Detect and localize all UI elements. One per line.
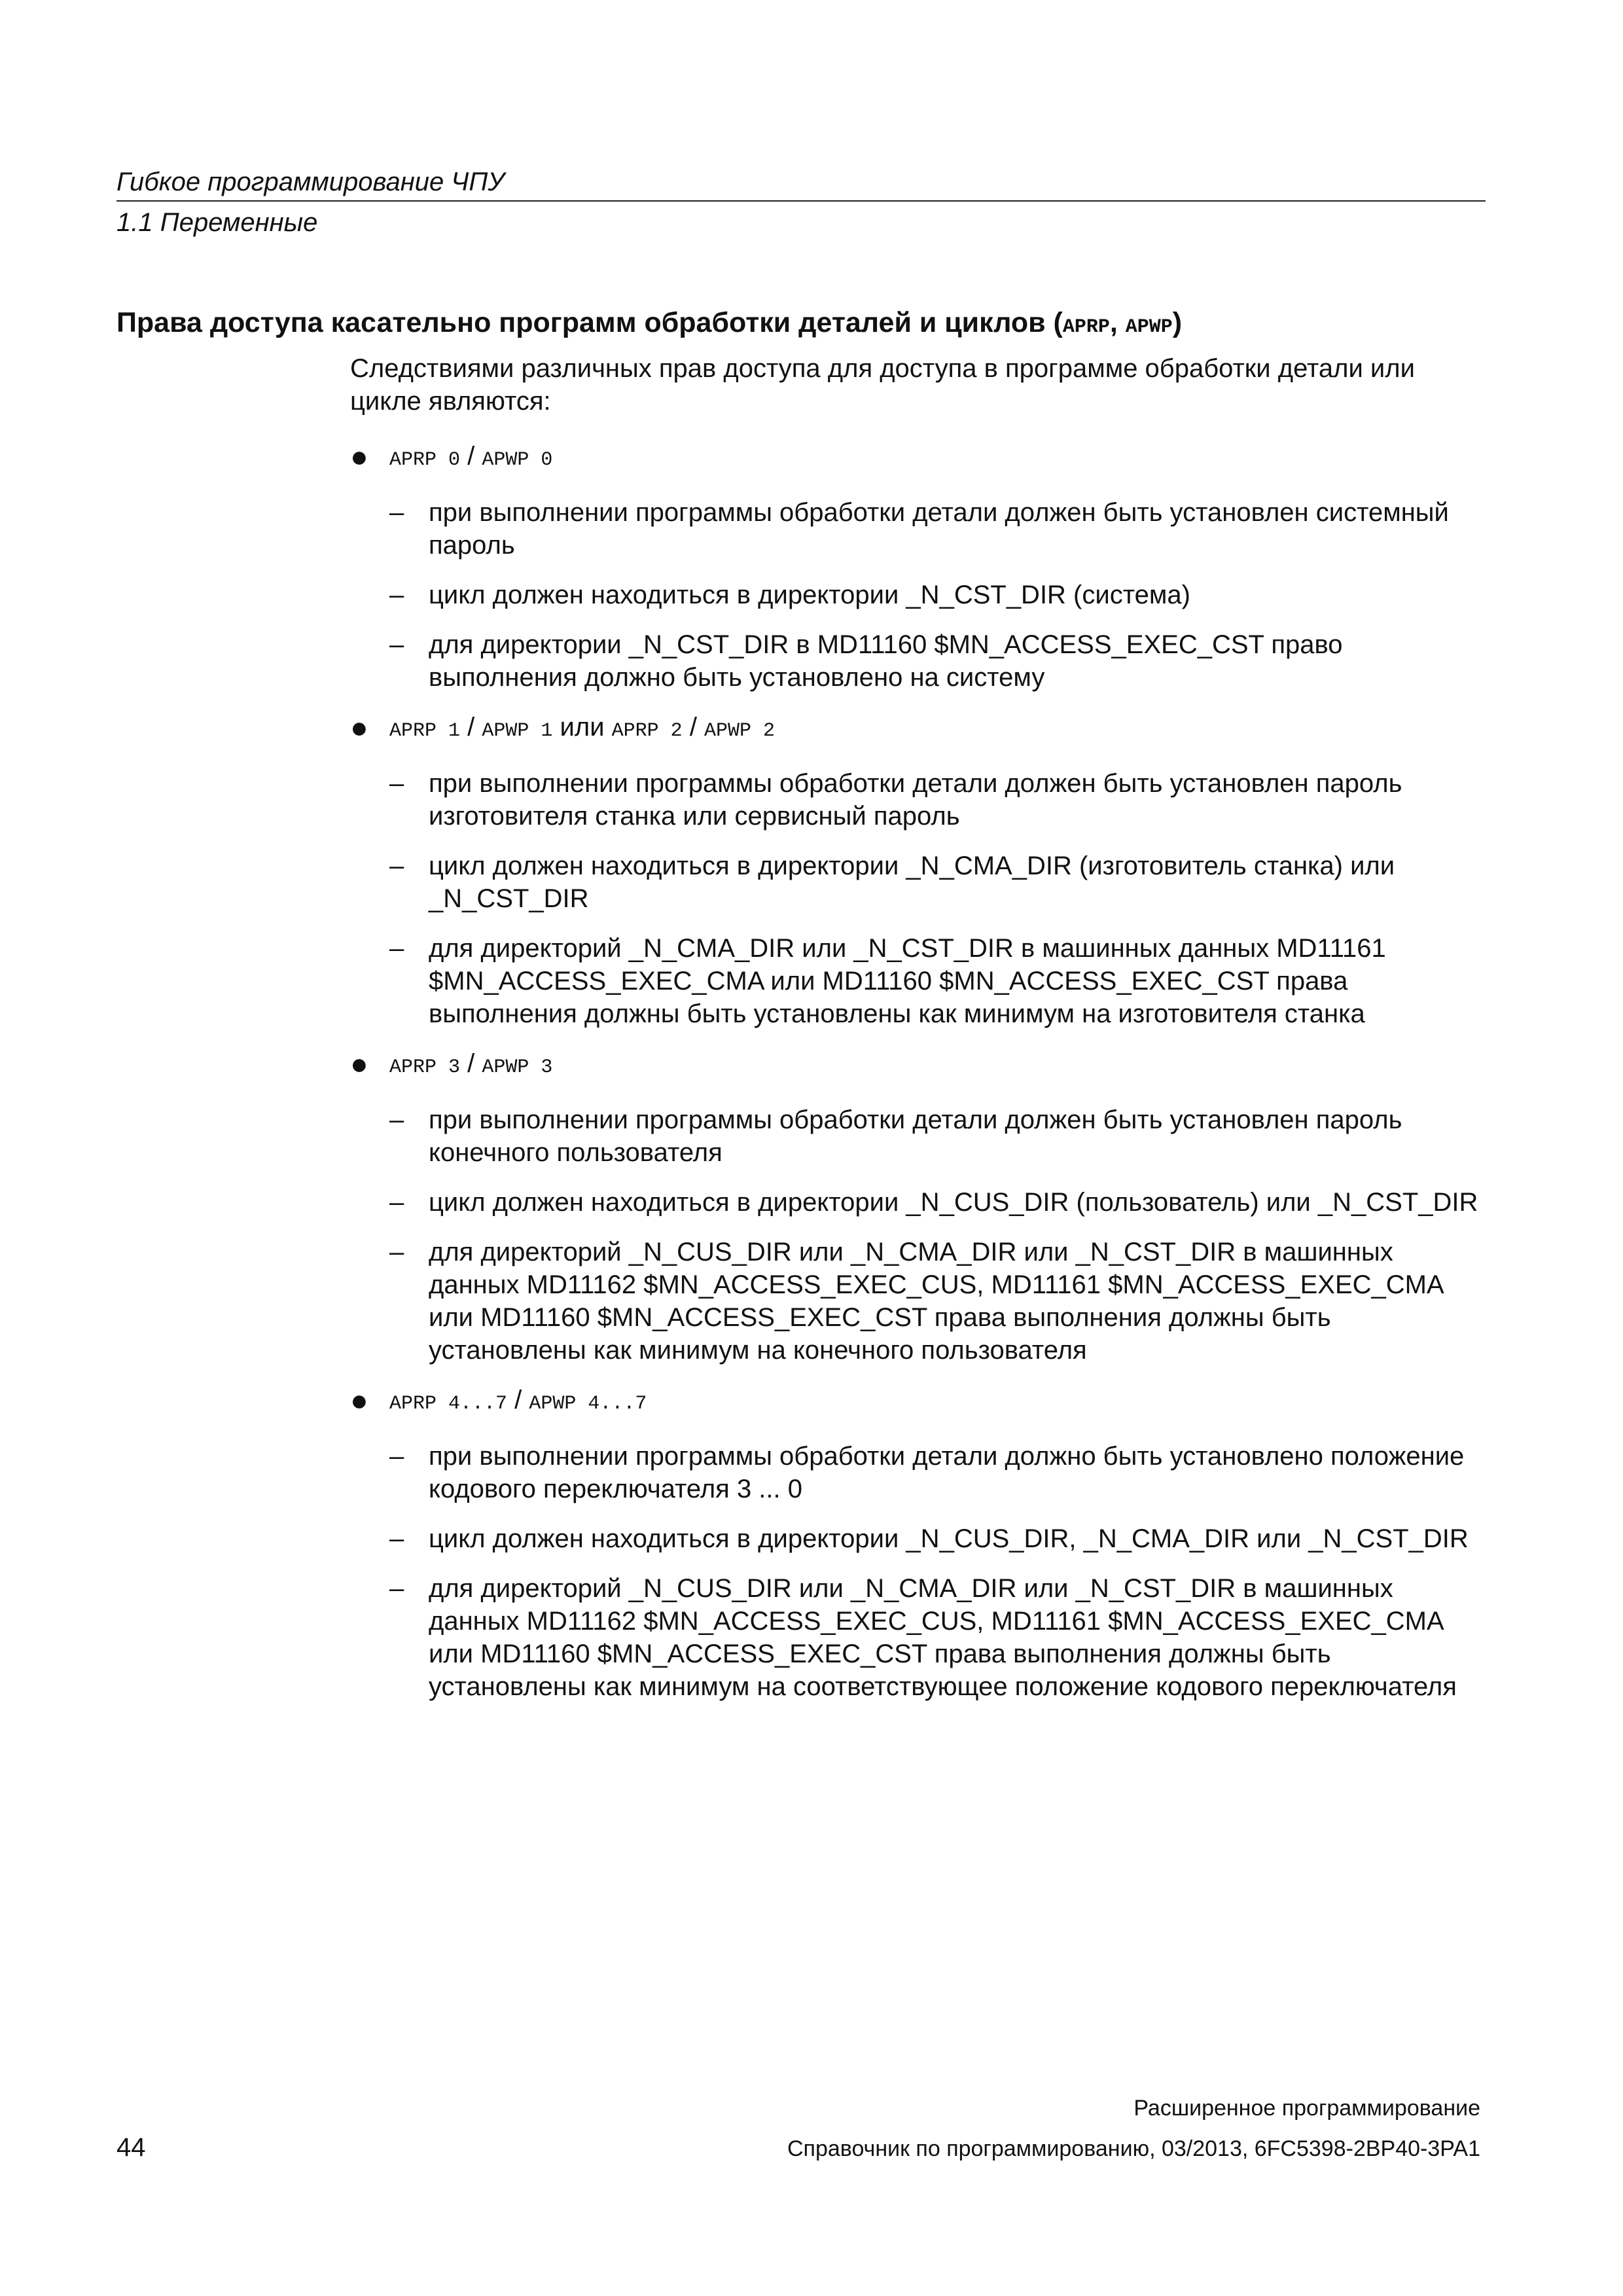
sub-item-text: для директорий _N_CMA_DIR или _N_CST_DIR в машинных данных MD11161 $MN_ACCESS_EXEC_CMA или MD11160 $MN_ACCESS_EXEC_CST права выполнения должны быть установлены как минимум на изготовителя станка [429,934,1386,1028]
sub-item [350,1522,1486,1555]
bullet-dot-icon: ● [350,710,368,744]
code-aprp: APRP 4...7 [389,1393,508,1415]
code-aprp: APRP 3 [389,1056,461,1079]
slash-separator: / [460,442,482,471]
intro-paragraph: Следствиями различных прав доступа для доступа в программе обработки детали или цикле являются: [350,354,1415,416]
dash-icon: – [389,1442,404,1471]
dash-icon: – [389,1238,404,1266]
dash-icon: – [389,1574,404,1603]
slash-separator: / [507,1386,529,1414]
sub-item [350,579,1486,611]
dash-icon: – [389,852,404,880]
sub-item-text: цикл должен находиться в директории _N_CUS_DIR, _N_CMA_DIR или _N_CST_DIR [429,1524,1469,1553]
sub-item [350,1572,1486,1703]
sub-item [350,1440,1486,1505]
dash-icon: – [389,769,404,798]
sub-item-text: цикл должен находиться в директории _N_CUS_DIR (пользователь) или _N_CST_DIR [429,1188,1478,1217]
sub-item-text: для директорий _N_CUS_DIR или _N_CMA_DIR или _N_CST_DIR в машинных данных MD11162 $MN_ACCESS_EXEC_CUS, MD11161 $MN_ACCESS_EXEC_CMA или MD11160 $MN_ACCESS_EXEC_CST права выполнения должны быть установлены как минимум на конечного пользователя [429,1238,1443,1365]
section-title [116,305,1486,345]
code-aprp: APRP 1 [389,720,461,742]
sub-item-text: для директории _N_CST_DIR в MD11160 $MN_ACCESS_EXEC_CST право выполнения должно быть установлено на систему [429,630,1343,692]
sub-item-text: для директорий _N_CUS_DIR или _N_CMA_DIR или _N_CST_DIR в машинных данных MD11162 $MN_ACCESS_EXEC_CUS, MD11161 $MN_ACCESS_EXEC_CMA или MD11160 $MN_ACCESS_EXEC_CST права выполнения должны быть установлены как минимум на соответствующее положение кодового переключателя [429,1574,1457,1701]
or-word: или [552,713,612,742]
sub-item [350,628,1486,694]
bullet-heading [389,440,1486,476]
sub-item [350,1186,1486,1219]
header-rule [116,200,1486,202]
bullet-item [350,1384,1486,1420]
sub-item-text: при выполнении программы обработки детали должно быть установлено положение кодового переключателя 3 ... 0 [429,1442,1465,1503]
sub-item-text: цикл должен находиться в директории _N_CMA_DIR (изготовитель станка) или _N_CST_DIR [429,852,1395,913]
footer-book-title: Расширенное программирование [1133,2096,1480,2121]
bullet-heading [389,1384,1486,1420]
sub-item [350,767,1486,833]
dash-icon: – [389,934,404,963]
sub-item [350,850,1486,915]
section-title-close: ) [1172,307,1183,338]
code-apwp-alt: APWP 2 [704,720,776,742]
sub-item-text: при выполнении программы обработки детали должен быть установлен пароль конечного пользователя [429,1105,1402,1167]
section-title-text: Права доступа касательно программ обработки деталей и циклов ( [116,307,1063,338]
page-number: 44 [116,2133,146,2162]
bullet-item [350,711,1486,747]
section-title-separator: , [1109,307,1126,338]
code-apwp: APWP 4...7 [529,1393,647,1415]
content-body [350,352,1486,1720]
section-title-code-aprp: APRP [1062,316,1110,338]
code-apwp: APWP 3 [482,1056,553,1079]
dash-icon: – [389,498,404,527]
dash-icon: – [389,581,404,609]
bullet-item [350,440,1486,476]
dash-icon: – [389,630,404,659]
footer-book-info: Справочник по программированию, 03/2013, 6FC5398-2BP40-3PA1 [787,2136,1480,2161]
slash-separator: / [460,1049,482,1078]
bullet-dot-icon: ● [350,439,368,473]
dash-icon: – [389,1524,404,1553]
code-aprp-alt: APRP 2 [611,720,683,742]
code-apwp: APWP 0 [482,449,553,471]
dash-icon: – [389,1105,404,1134]
running-header-section: 1.1 Переменные [116,208,318,237]
bullet-item [350,1047,1486,1084]
dash-icon: – [389,1188,404,1217]
running-header-chapter: Гибкое программирование ЧПУ [116,168,505,196]
sub-item [350,1103,1486,1169]
sub-item-text: при выполнении программы обработки детали должен быть установлен системный пароль [429,498,1449,560]
code-apwp: APWP 1 [482,720,553,742]
slash-separator: / [682,713,705,742]
slash-separator: / [460,713,482,742]
bullet-dot-icon: ● [350,1383,368,1417]
sub-item [350,496,1486,562]
bullet-heading [389,1047,1486,1084]
bullet-heading [389,711,1486,747]
sub-item-text: цикл должен находиться в директории _N_CST_DIR (система) [429,581,1190,609]
section-title-code-apwp: APWP [1125,316,1173,338]
sub-item-text: при выполнении программы обработки детали должен быть установлен пароль изготовителя станка или сервисный пароль [429,769,1402,831]
sub-item [350,932,1486,1030]
sub-item [350,1236,1486,1367]
code-aprp: APRP 0 [389,449,461,471]
bullet-dot-icon: ● [350,1047,368,1081]
